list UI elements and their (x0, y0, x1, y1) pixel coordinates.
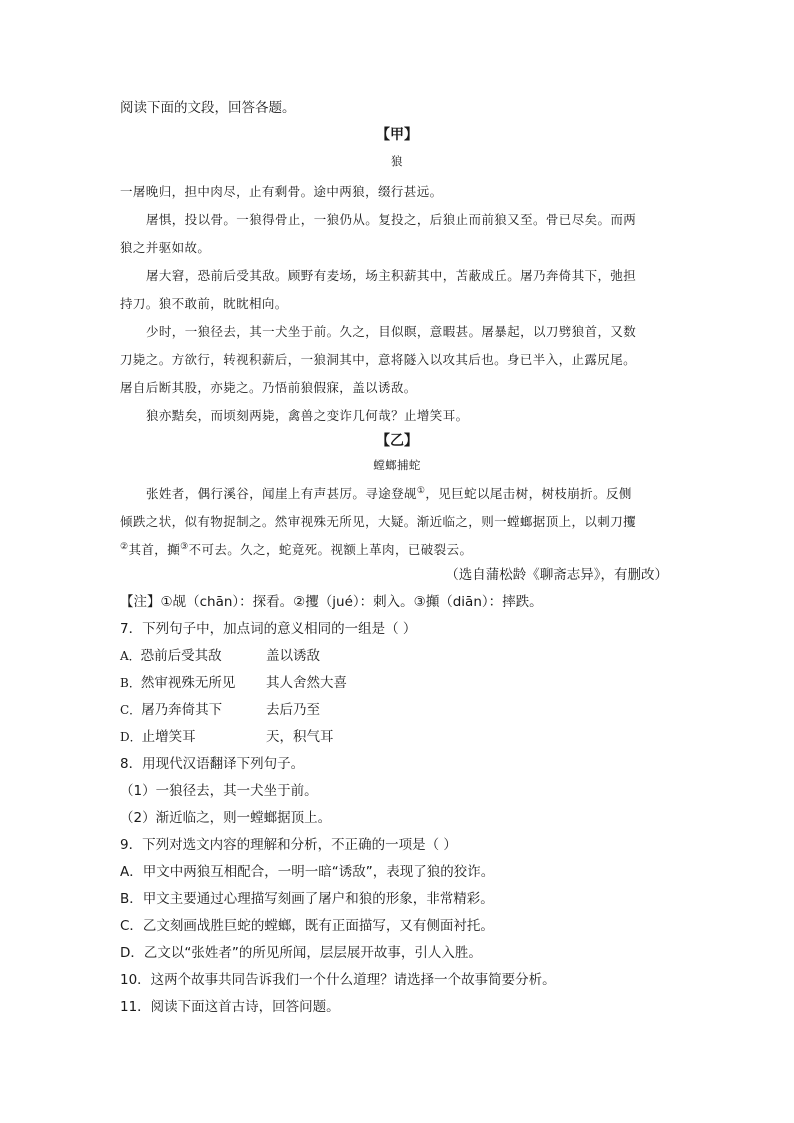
jia-line: 持刀。狼不敢前，眈眈相向。 (120, 296, 288, 311)
jia-line: 狼之并驱如故。 (120, 240, 211, 255)
option-text-a: 然审视殊无所见 (140, 675, 236, 691)
option-text-b: 天，积气耳 (266, 729, 334, 745)
option-label: A． (120, 649, 141, 663)
option-text-b: 盖以诱敌 (266, 648, 320, 664)
yi-text: 张姓者，偶行溪谷，闻崖上有声甚厉。寻途登觇 (146, 486, 417, 501)
option-text-a: 屠乃奔倚其下 (141, 702, 223, 718)
yi-line: 倾跌之状，似有物捉制之。然审视殊无所见，大疑。渐近临之，则一螳螂据顶上，以刺刀攫 (120, 514, 637, 529)
yi-text: ，见巨蛇以尾击树，树枝崩折。反侧 (425, 486, 632, 501)
option-text-a: 恐前后受其敌 (140, 648, 222, 664)
question-9-option: B．甲文主要通过心理描写刻画了屠户和狼的形象，非常精彩。 (120, 891, 494, 907)
jia-line: 刀毙之。方欲行，转视积薪后，一狼洞其中，意将隧入以攻其后也。身已半入，止露尻尾。 (120, 352, 637, 367)
question-7-option (120, 671, 347, 691)
jia-line: 屠大窘，恐前后受其敌。顾野有麦场，场主积薪其中，苫蔽成丘。屠乃奔倚其下，弛担 (146, 268, 637, 283)
question-8-stem: 8．用现代汉语翻译下列句子。 (120, 756, 305, 772)
option-text-b: 其人舍然大喜 (266, 675, 347, 691)
jia-line: 一屠晚归，担中肉尽，止有剩骨。途中两狼，缀行甚远。 (120, 184, 443, 199)
question-9-option: A．甲文中两狼互相配合，一明一暗“诱敌”，表现了狼的狡诈。 (120, 864, 495, 880)
yi-heading: 【乙】 (376, 433, 418, 449)
option-label: D． (120, 730, 142, 744)
option-label: C． (120, 703, 142, 717)
jia-heading: 【甲】 (376, 127, 418, 143)
source-citation: （选自蒲松龄《聊斋志异》，有删改） (445, 567, 668, 583)
yi-line (146, 484, 632, 502)
yi-line (120, 540, 472, 558)
question-7-option (120, 725, 334, 745)
jia-line: 狼亦黠矣，而顷刻两毙，禽兽之变诈几何哉？止增笑耳。 (146, 408, 469, 423)
intro-text: 阅读下面的文段，回答各题。 (120, 100, 296, 116)
jia-title: 狼 (391, 154, 403, 168)
option-text-a: 止增笑耳 (141, 729, 196, 745)
jia-line: 少时，一狼径去，其一犬坐于前。久之，目似瞑，意暇甚。屠暴起，以刀劈狼首，又数 (146, 324, 637, 339)
question-8-item: （2）渐近临之，则一螳螂据顶上。 (120, 810, 332, 826)
yi-text: 其首，攧 (128, 542, 181, 557)
jia-line: 屠自后断其股，亦毙之。乃悟前狼假寐，盖以诱敌。 (120, 380, 417, 395)
note-mark: ③ (180, 541, 189, 552)
note-mark: ② (120, 541, 129, 552)
question-9-option: D．乙文以“张姓者”的所见所闻，层层展开故事，引人入胜。 (120, 945, 482, 961)
question-11: 11．阅读下面这首古诗，回答问题。 (120, 999, 340, 1015)
question-9-option: C．乙文刻画战胜巨蛇的螳螂，既有正面描写，又有侧面衬托。 (120, 918, 494, 934)
question-7-option (120, 698, 320, 718)
yi-title: 螳螂捕蛇 (373, 458, 421, 472)
question-7-stem: 7．下列句子中，加点词的意义相同的一组是（ ） (120, 621, 417, 637)
note-mark: ① (416, 485, 426, 496)
question-10: 10．这两个故事共同告诉我们一个什么道理？请选择一个故事简要分析。 (120, 972, 556, 988)
annotation-note: 【注】①觇（chān）：探看。②攫（jué）：刺入。③攧（diān）：摔跌。 (120, 594, 543, 610)
question-8-item: （1）一狼径去，其一犬坐于前。 (120, 783, 318, 799)
yi-text: 不可去。久之，蛇竟死。视额上革肉，已破裂云。 (188, 542, 473, 557)
jia-line: 屠惧，投以骨。一狼得骨止，一狼仍从。复投之，后狼止而前狼又至。骨已尽矣。而两 (146, 212, 637, 227)
question-7-option (120, 644, 320, 664)
option-label: B． (120, 676, 141, 690)
question-9-stem: 9．下列对选文内容的理解和分析，不正确的一项是（ ） (120, 837, 457, 853)
option-text-b: 去后乃至 (266, 702, 320, 718)
